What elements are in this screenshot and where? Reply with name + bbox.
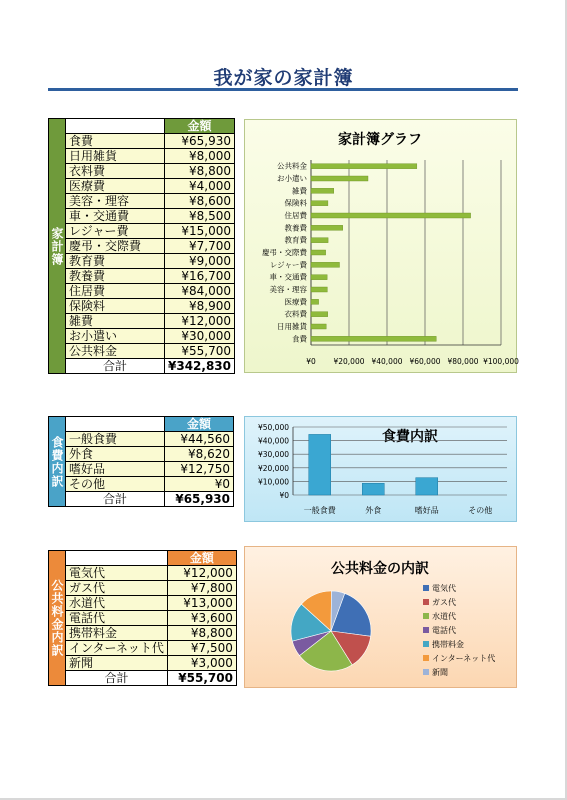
item-amount: ¥8,800 — [167, 626, 236, 641]
item-name: 慶弔・交際費 — [66, 239, 165, 254]
category-label: 保険料 — [284, 198, 307, 208]
budget-bar-chart-svg — [245, 120, 519, 372]
category-label: 公共料金 — [277, 161, 307, 171]
amount-header: 金額 — [165, 417, 234, 432]
table-row — [49, 179, 235, 194]
food-breakdown-table — [48, 416, 234, 507]
chart-title: 公共料金の内訳 — [331, 561, 429, 577]
bar — [311, 225, 343, 230]
table-row — [49, 269, 235, 284]
item-amount: ¥8,900 — [165, 299, 235, 314]
legend-label: ガス代 — [432, 598, 456, 607]
table-row — [49, 626, 237, 641]
y-tick-label: ¥0 — [279, 491, 289, 500]
item-amount: ¥12,000 — [165, 314, 235, 329]
table-row — [49, 164, 235, 179]
item-name: 外食 — [66, 447, 165, 462]
food-bar-chart-svg — [245, 417, 516, 521]
x-tick-label: ¥40,000 — [371, 357, 403, 366]
item-amount: ¥55,700 — [165, 344, 235, 359]
total-label: 合計 — [66, 671, 168, 686]
item-amount: ¥4,000 — [165, 179, 235, 194]
bar — [311, 213, 471, 218]
x-tick-label: ¥80,000 — [447, 357, 479, 366]
food-side-label: 食費内訳 — [49, 417, 66, 507]
bar — [311, 250, 326, 255]
legend-swatch — [423, 655, 429, 661]
table-row — [49, 462, 234, 477]
utilities-pie-chart-svg — [245, 547, 516, 687]
table-row — [49, 611, 237, 626]
table-row — [49, 566, 237, 581]
utilities-side-label: 公共料金内訳 — [49, 551, 66, 686]
table-row — [49, 194, 235, 209]
amount-header: 金額 — [167, 551, 236, 566]
item-name: 保険料 — [66, 299, 165, 314]
table-row — [49, 432, 234, 447]
table-row — [49, 314, 235, 329]
utilities-breakdown-table — [48, 550, 237, 686]
bar — [311, 262, 340, 267]
total-label: 合計 — [66, 359, 165, 374]
item-name: 衣料費 — [66, 164, 165, 179]
table-header-row — [49, 119, 235, 134]
bar — [362, 483, 384, 495]
legend-label: 電気代 — [432, 584, 456, 593]
item-amount: ¥44,560 — [165, 432, 234, 447]
budget-side-label: 家計簿 — [49, 119, 66, 374]
item-amount: ¥8,800 — [165, 164, 235, 179]
category-label: お小遣い — [277, 174, 307, 183]
category-label: 医療費 — [284, 297, 307, 307]
item-name: 医療費 — [66, 179, 165, 194]
table-row — [49, 447, 234, 462]
item-name: 車・交通費 — [66, 209, 165, 224]
food-bar-chart — [244, 416, 517, 522]
bar — [311, 275, 327, 280]
category-label: 食費 — [292, 334, 307, 344]
item-name: 雑費 — [66, 314, 165, 329]
category-label: その他 — [468, 506, 493, 515]
bar — [311, 201, 328, 206]
legend-label: 水道代 — [432, 612, 456, 621]
item-amount: ¥3,000 — [167, 656, 236, 671]
table-header-row — [49, 551, 237, 566]
legend-label: 電話代 — [432, 626, 456, 635]
item-name: 教養費 — [66, 269, 165, 284]
legend-label: インターネット代 — [432, 654, 496, 663]
table-row — [49, 329, 235, 344]
item-name: 電話代 — [66, 611, 168, 626]
category-label: 慶弔・交際費 — [262, 248, 307, 257]
table-row — [49, 239, 235, 254]
item-name: 電気代 — [66, 566, 168, 581]
item-amount: ¥7,800 — [167, 581, 236, 596]
page-title: 我が家の家計簿 — [213, 67, 354, 89]
bar — [311, 287, 327, 292]
category-label: 日用雑貨 — [277, 322, 307, 331]
household-budget-table — [48, 118, 235, 374]
item-amount: ¥8,620 — [165, 447, 234, 462]
table-header-row — [49, 417, 234, 432]
bar — [311, 324, 326, 329]
legend-swatch — [423, 627, 429, 633]
item-name: 食費 — [66, 134, 165, 149]
chart-title: 家計簿グラフ — [338, 132, 422, 148]
header-blank-cell — [66, 119, 165, 134]
legend-label: 携帯料金 — [432, 640, 464, 649]
table-row — [49, 254, 235, 269]
total-amount: ¥65,930 — [165, 492, 234, 507]
table-row — [49, 641, 237, 656]
category-label: レジャー費 — [269, 260, 307, 270]
bar — [311, 188, 334, 193]
legend-swatch — [423, 599, 429, 605]
item-name: ガス代 — [66, 581, 168, 596]
y-tick-label: ¥40,000 — [257, 436, 289, 446]
bar — [311, 299, 319, 304]
total-label: 合計 — [66, 492, 165, 507]
total-row — [49, 359, 235, 374]
table-row — [49, 209, 235, 224]
item-amount: ¥7,500 — [167, 641, 236, 656]
table-row — [49, 596, 237, 611]
category-label: 教養費 — [284, 223, 307, 233]
bar — [311, 336, 436, 341]
y-tick-label: ¥30,000 — [257, 450, 289, 460]
x-tick-label: ¥100,000 — [483, 357, 519, 366]
amount-header: 金額 — [165, 119, 235, 134]
category-label: 一般食費 — [303, 506, 336, 515]
y-tick-label: ¥20,000 — [257, 463, 289, 473]
legend-swatch — [423, 585, 429, 591]
item-amount: ¥7,700 — [165, 239, 235, 254]
total-amount: ¥55,700 — [167, 671, 236, 686]
category-label: 住居費 — [284, 211, 307, 220]
bar — [311, 238, 328, 243]
item-name: レジャー費 — [66, 224, 165, 239]
item-amount: ¥30,000 — [165, 329, 235, 344]
item-name: 水道代 — [66, 596, 168, 611]
category-label: 外食 — [365, 506, 382, 515]
bar — [311, 164, 417, 169]
item-amount: ¥16,700 — [165, 269, 235, 284]
x-tick-label: ¥20,000 — [333, 357, 365, 366]
table-row — [49, 149, 235, 164]
item-name: お小遣い — [66, 329, 165, 344]
item-name: 日用雑貨 — [66, 149, 165, 164]
title-underline — [48, 88, 518, 91]
y-tick-label: ¥50,000 — [257, 423, 289, 432]
item-name: 一般食費 — [66, 432, 165, 447]
category-label: 教育費 — [284, 235, 307, 245]
bar — [311, 176, 368, 181]
table-row — [49, 284, 235, 299]
chart-title: 食費内訳 — [382, 429, 438, 445]
item-name: 公共料金 — [66, 344, 165, 359]
legend-swatch — [423, 613, 429, 619]
item-name: 嗜好品 — [66, 462, 165, 477]
item-amount: ¥13,000 — [167, 596, 236, 611]
total-row — [49, 671, 237, 686]
x-tick-label: ¥0 — [306, 357, 316, 366]
item-amount: ¥12,750 — [165, 462, 234, 477]
category-label: 雑費 — [292, 186, 307, 196]
item-amount: ¥84,000 — [165, 284, 235, 299]
bar — [309, 434, 331, 495]
category-label: 美容・理容 — [269, 285, 307, 294]
item-name: インターネット代 — [66, 641, 168, 656]
table-row — [49, 477, 234, 492]
item-amount: ¥15,000 — [165, 224, 235, 239]
item-amount: ¥8,500 — [165, 209, 235, 224]
table-row — [49, 581, 237, 596]
total-row — [49, 492, 234, 507]
item-name: 住居費 — [66, 284, 165, 299]
bar — [416, 478, 438, 495]
header-blank-cell — [66, 551, 168, 566]
table-row — [49, 656, 237, 671]
legend-label: 新聞 — [432, 668, 448, 677]
item-amount: ¥3,600 — [167, 611, 236, 626]
category-label: 衣料費 — [284, 309, 307, 319]
item-amount: ¥65,930 — [165, 134, 235, 149]
item-amount: ¥9,000 — [165, 254, 235, 269]
item-amount: ¥12,000 — [167, 566, 236, 581]
item-amount: ¥8,000 — [165, 149, 235, 164]
table-row — [49, 344, 235, 359]
item-name: 新聞 — [66, 656, 168, 671]
item-name: その他 — [66, 477, 165, 492]
header-blank-cell — [66, 417, 165, 432]
legend-swatch — [423, 669, 429, 675]
bar — [311, 312, 328, 317]
utilities-pie-chart — [244, 546, 517, 688]
item-amount: ¥0 — [165, 477, 234, 492]
item-name: 美容・理容 — [66, 194, 165, 209]
y-tick-label: ¥10,000 — [257, 477, 289, 487]
total-amount: ¥342,830 — [165, 359, 235, 374]
item-name: 教育費 — [66, 254, 165, 269]
item-name: 携帯料金 — [66, 626, 168, 641]
table-row — [49, 134, 235, 149]
x-tick-label: ¥60,000 — [409, 357, 441, 366]
category-label: 車・交通費 — [269, 272, 307, 282]
table-row — [49, 224, 235, 239]
legend-swatch — [423, 641, 429, 647]
category-label: 嗜好品 — [414, 506, 439, 515]
budget-bar-chart — [244, 119, 517, 373]
table-row — [49, 299, 235, 314]
item-amount: ¥8,600 — [165, 194, 235, 209]
